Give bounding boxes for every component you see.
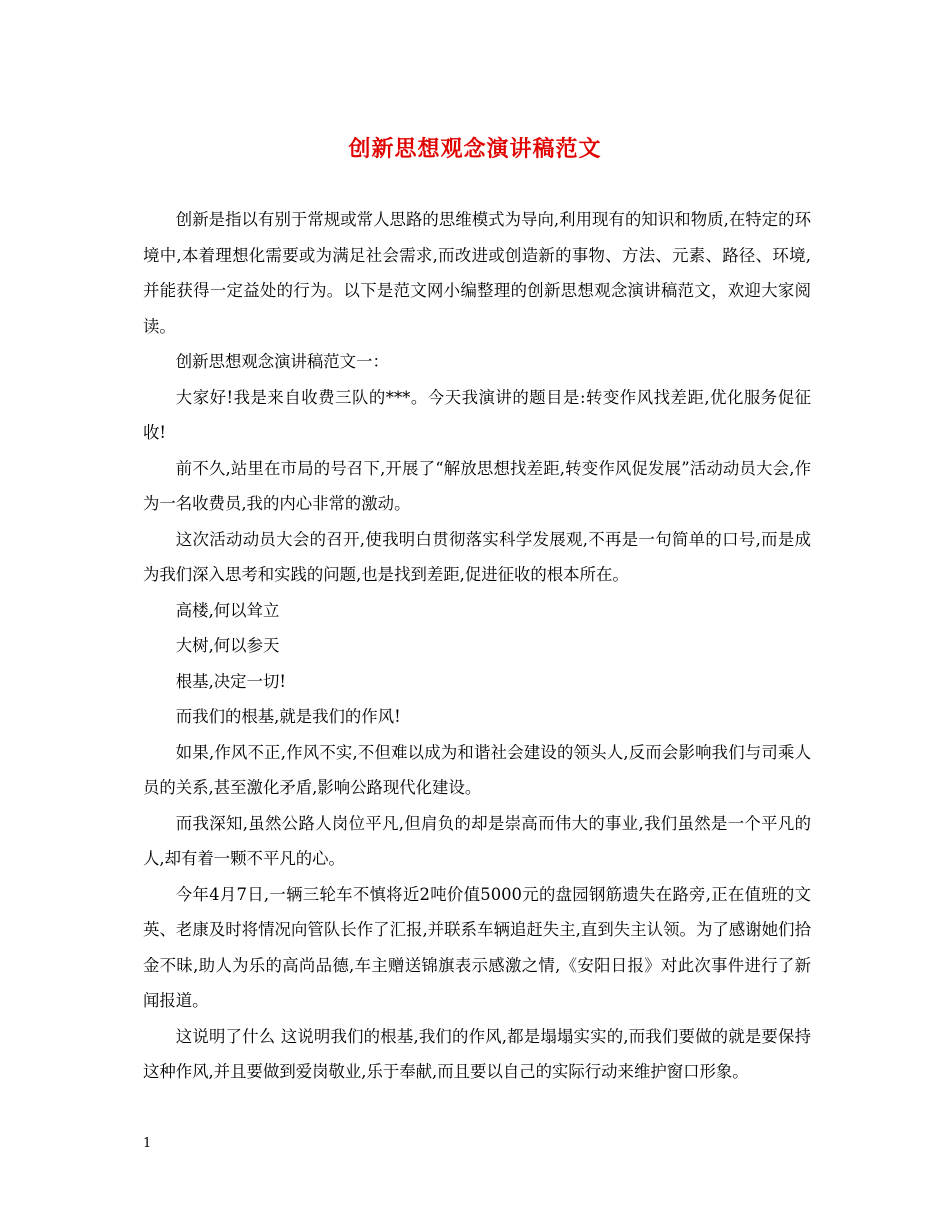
paragraph-line-foundation: 根基,决定一切! [175, 671, 286, 691]
paragraph-conclusion: 这说明了什么 这说明我们的根基,我们的作风,都是塌塌实实的,而我们要做的就是要保持这种作风,并且要做到爱岗敬业,乐于奉献,而且要以自己的实际行动来维护窗口形象。 [143, 1026, 811, 1081]
document-title: 创新思想观念演讲稿范文 [348, 136, 602, 162]
paragraph-greeting: 大家好!我是来自收费三队的***。今天我演讲的题目是:转变作风找差距,优化服务促征收! [143, 387, 811, 442]
paragraph-line-style: 而我们的根基,就是我们的作风! [175, 707, 401, 726]
paragraph-event: 今年4月7日,一辆三轮车不慎将近2吨价值5000元的盘园钢筋遗失在路旁,正在值班的文英、老康及时将情况向管队长作了汇报,并联系车辆追赶失主,直到失主认领。为了感谢她们拾金不昧,助人为乐的高尚品德,车主赠送锦旗表示感激之情,《安阳日报》对此次事件进行了新闻报道。 [143, 884, 811, 1010]
paragraph-mission: 而我深知,虽然公路人岗位平凡,但肩负的却是崇高而伟大的事业,我们虽然是一个平凡的人,却有着一颗不平凡的心。 [143, 813, 811, 868]
document-body [143, 202, 811, 1090]
paragraph-line-tree: 大树,何以参天 [175, 636, 280, 655]
paragraph-meeting: 这次活动动员大会的召开,使我明白贯彻落实科学发展观,不再是一句简单的口号,而是成为我们深入思考和实践的问题,也是找到差距,促进征收的根本所在。 [143, 529, 811, 584]
paragraph-background: 前不久,站里在市局的号召下,开展了“解放思想找差距,转变作风促发展”活动动员大会,作为一名收费员,我的内心非常的激动。 [143, 458, 811, 513]
paragraph-line-building: 高楼,何以耸立 [175, 600, 280, 620]
paragraph-consequence: 如果,作风不正,作风不实,不但难以成为和谐社会建设的领头人,反而会影响我们与司乘人员的关系,甚至激化矛盾,影响公路现代化建设。 [143, 742, 811, 797]
paragraph-intro: 创新是指以有别于常规或常人思路的思维模式为导向,利用现有的知识和物质,在特定的环境中,本着理想化需要或为满足社会需求,而改进或创造新的事物、方法、元素、路径、环境,并能获得一定益处的行为。以下是范文网小编整理的创新思想观念演讲稿范文，欢迎大家阅读。 [143, 210, 811, 336]
paragraph-section-heading: 创新思想观念演讲稿范文一： [175, 352, 389, 371]
page-number: 1 [143, 1136, 152, 1151]
